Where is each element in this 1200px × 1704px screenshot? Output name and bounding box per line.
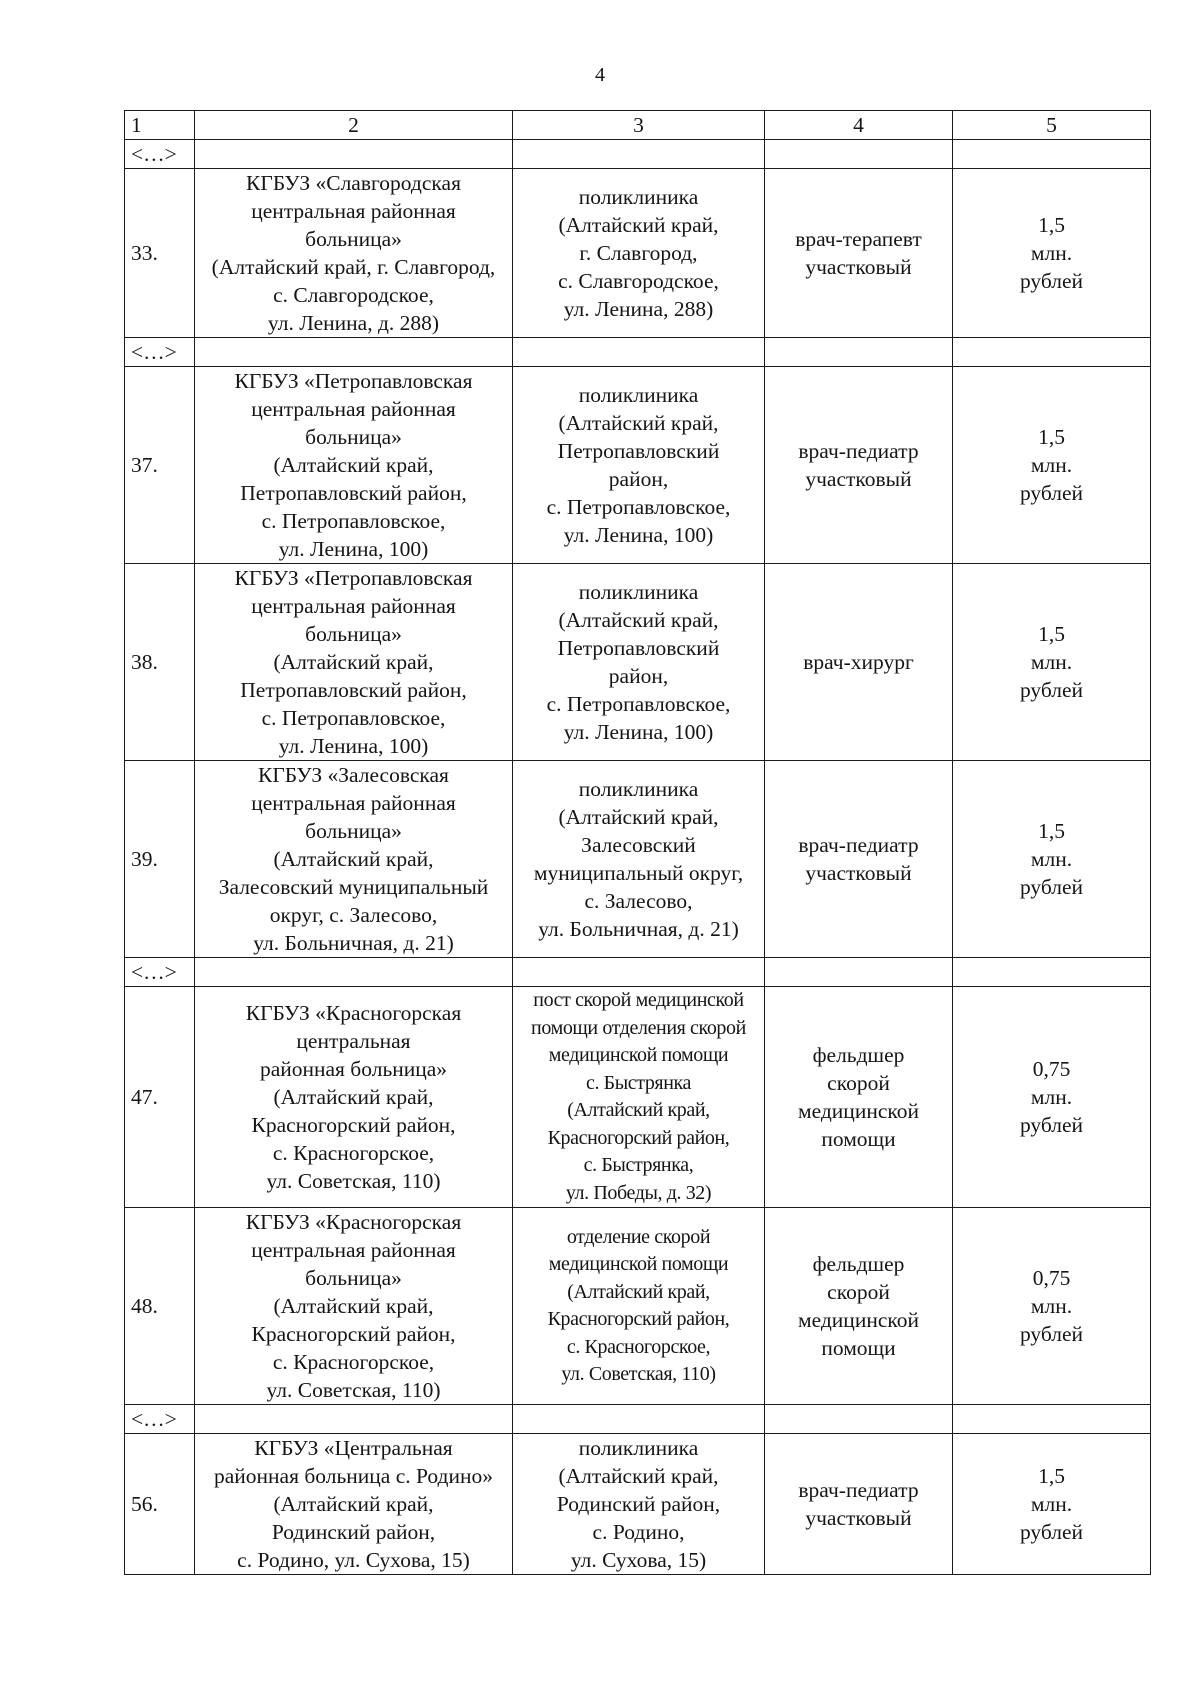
cell-line: пост скорой медицинской <box>533 989 744 1011</box>
header-col-2: 2 <box>195 111 513 140</box>
facility-cell <box>513 1208 765 1405</box>
cell-line: врач-педиатр <box>798 833 919 857</box>
institution-cell <box>195 761 513 958</box>
empty-cell <box>953 338 1151 367</box>
table-row <box>125 564 1151 761</box>
cell-line: 0,75 <box>1032 1266 1071 1290</box>
cell-line: 1,5 <box>1038 213 1065 237</box>
facility-cell <box>513 169 765 338</box>
cell-line: (Алтайский край, <box>558 1464 719 1488</box>
cell-line: (Алтайский край, <box>273 1085 434 1109</box>
cell-line: КГБУЗ «Центральная <box>254 1436 453 1460</box>
cell-line: участковый <box>805 861 912 885</box>
table-header-row <box>125 111 1151 140</box>
cell-line: больница» <box>305 819 402 843</box>
cell-line: районная больница с. Родино» <box>213 1464 494 1488</box>
row-number: 33. <box>125 169 195 338</box>
page-number: 4 <box>595 64 605 86</box>
cell-line: с. Красногорское, <box>272 1141 435 1165</box>
cell-line: с. Залесово, <box>584 889 693 913</box>
cell-line: КГБУЗ «Петропавловская <box>234 566 473 590</box>
table-row <box>125 1208 1151 1405</box>
position-cell <box>765 367 953 564</box>
cell-line: 1,5 <box>1038 1464 1065 1488</box>
cell-line: с. Славгородское, <box>273 283 434 307</box>
cell-line: (Алтайский край, <box>273 1294 434 1318</box>
cell-line: рублей <box>1019 1520 1084 1544</box>
empty-cell <box>195 1405 513 1434</box>
institution-cell <box>195 367 513 564</box>
cell-line: участковый <box>805 1506 912 1530</box>
cell-line: КГБУЗ «Славгородская <box>246 171 461 195</box>
amount-cell <box>953 761 1151 958</box>
row-number: 37. <box>125 367 195 564</box>
cell-line: рублей <box>1019 678 1084 702</box>
cell-line: ул. Ленина, 100) <box>563 720 714 744</box>
cell-line: помощи отделения скорой <box>531 1016 746 1039</box>
cell-line: (Алтайский край, <box>558 608 719 632</box>
cell-line: (Алтайский край, г. Славгород, <box>211 255 496 279</box>
cell-line: (Алтайский край, <box>558 213 719 237</box>
cell-line: Залесовский муниципальный <box>218 875 489 899</box>
cell-line: с. Родино, ул. Сухова, 15) <box>237 1548 470 1572</box>
empty-cell <box>953 140 1151 169</box>
omission-marker: <…> <box>125 338 195 367</box>
cell-line: центральная районная <box>251 1238 456 1262</box>
empty-cell <box>195 338 513 367</box>
facility-cell <box>513 564 765 761</box>
row-number: 47. <box>125 987 195 1208</box>
cell-line: помощи <box>821 1127 896 1151</box>
cell-line: рублей <box>1019 481 1084 505</box>
cell-line: центральная районная <box>251 199 456 223</box>
table-row <box>125 987 1151 1208</box>
cell-line: с. Петропавловское, <box>261 509 446 533</box>
omission-marker: <…> <box>125 958 195 987</box>
cell-line: поликлиника <box>578 777 699 801</box>
cell-line: медицинской <box>798 1308 919 1332</box>
cell-line: (Алтайский край, <box>567 1099 710 1121</box>
cell-line: участковый <box>805 255 912 279</box>
cell-line: участковый <box>805 467 912 491</box>
cell-line: (Алтайский край, <box>273 453 434 477</box>
cell-line: скорой <box>827 1071 890 1095</box>
cell-line: ул. Больничная, д. 21) <box>538 917 739 941</box>
empty-cell <box>513 958 765 987</box>
cell-line: ул. Больничная, д. 21) <box>253 931 454 955</box>
cell-line: с. Красногорское, <box>566 1335 711 1358</box>
cell-line: Красногорский район, <box>547 1308 730 1330</box>
cell-line: с. Красногорское, <box>272 1350 435 1374</box>
cell-line: ул. Ленина, 100) <box>278 734 429 758</box>
cell-line: Петропавловский <box>557 636 720 660</box>
cell-line: Петропавловский район, <box>240 481 467 505</box>
omitted-rows-marker <box>125 1405 1151 1434</box>
cell-line: Родинский район, <box>271 1520 436 1544</box>
cell-line: ул. Советская, 110) <box>266 1378 441 1402</box>
institution-cell <box>195 987 513 1208</box>
cell-line: медицинской помощи <box>548 1253 729 1275</box>
cell-line: Петропавловский район, <box>240 678 467 702</box>
cell-line: с. Петропавловское, <box>546 495 731 519</box>
cell-line: 1,5 <box>1038 425 1065 449</box>
facility-cell <box>513 987 765 1208</box>
cell-line: район, <box>608 467 669 491</box>
position-cell <box>765 761 953 958</box>
row-number: 39. <box>125 761 195 958</box>
cell-line: ул. Советская, 110) <box>561 1363 716 1385</box>
row-number: 48. <box>125 1208 195 1405</box>
amount-cell <box>953 1208 1151 1405</box>
table-row <box>125 1434 1151 1575</box>
empty-cell <box>195 140 513 169</box>
cell-line: ул. Победы, д. 32) <box>565 1181 712 1204</box>
cell-line: центральная районная <box>251 594 456 618</box>
cell-line: фельдшер <box>812 1252 905 1276</box>
cell-line: врач-терапевт <box>795 227 922 251</box>
cell-line: округ, с. Залесово, <box>269 903 438 927</box>
cell-line: Красногорский район, <box>251 1322 456 1346</box>
institution-cell <box>195 564 513 761</box>
cell-line: рублей <box>1019 1113 1084 1137</box>
omitted-rows-marker <box>125 338 1151 367</box>
omission-marker: <…> <box>125 140 195 169</box>
empty-cell <box>953 958 1151 987</box>
cell-line: медицинской <box>798 1099 919 1123</box>
cell-line: КГБУЗ «Петропавловская <box>234 369 473 393</box>
cell-line: ул. Ленина, д. 288) <box>267 311 440 335</box>
facility-cell <box>513 1434 765 1575</box>
cell-line: г. Славгород, <box>579 241 698 265</box>
empty-cell <box>513 140 765 169</box>
cell-line: поликлиника <box>578 580 699 604</box>
header-col-4: 4 <box>765 111 953 140</box>
cell-line: врач-хирург <box>803 650 914 674</box>
cell-line: поликлиника <box>578 383 699 407</box>
cell-line: больница» <box>305 1266 402 1290</box>
empty-cell <box>513 1405 765 1434</box>
cell-line: КГБУЗ «Залесовская <box>258 763 449 787</box>
amount-cell <box>953 1434 1151 1575</box>
cell-line: скорой <box>827 1280 890 1304</box>
cell-line: центральная <box>296 1029 411 1053</box>
position-cell <box>765 987 953 1208</box>
cell-line: больница» <box>305 425 402 449</box>
cell-line: млн. <box>1030 241 1073 265</box>
position-cell <box>765 1208 953 1405</box>
cell-line: районная больница» <box>259 1057 448 1081</box>
table-row <box>125 761 1151 958</box>
position-cell <box>765 169 953 338</box>
cell-line: млн. <box>1030 650 1073 674</box>
cell-line: млн. <box>1030 847 1073 871</box>
institution-cell <box>195 1208 513 1405</box>
positions-table <box>124 110 1151 1575</box>
position-cell <box>765 1434 953 1575</box>
cell-line: с. Славгородское, <box>558 269 719 293</box>
cell-line: (Алтайский край, <box>273 650 434 674</box>
header-col-3: 3 <box>513 111 765 140</box>
facility-cell <box>513 367 765 564</box>
cell-line: Петропавловский <box>557 439 720 463</box>
empty-cell <box>765 338 953 367</box>
cell-line: ул. Ленина, 288) <box>563 297 714 321</box>
amount-cell <box>953 564 1151 761</box>
table-row <box>125 169 1151 338</box>
amount-cell <box>953 367 1151 564</box>
cell-line: отделение скорой <box>566 1225 711 1248</box>
cell-line: рублей <box>1019 269 1084 293</box>
header-col-5: 5 <box>953 111 1151 140</box>
cell-line: рублей <box>1019 875 1084 899</box>
amount-cell <box>953 987 1151 1208</box>
cell-line: фельдшер <box>812 1043 905 1067</box>
position-cell <box>765 564 953 761</box>
cell-line: с. Петропавловское, <box>261 706 446 730</box>
empty-cell <box>765 140 953 169</box>
institution-cell <box>195 169 513 338</box>
cell-line: (Алтайский край, <box>558 805 719 829</box>
cell-line: Красногорский район, <box>547 1126 730 1149</box>
row-number: 38. <box>125 564 195 761</box>
cell-line: врач-педиатр <box>798 1478 919 1502</box>
cell-line: ул. Ленина, 100) <box>278 537 429 561</box>
cell-line: Красногорский район, <box>251 1113 456 1137</box>
cell-line: больница» <box>305 227 402 251</box>
cell-line: КГБУЗ «Красногорская <box>245 1210 462 1234</box>
cell-line: медицинской помощи <box>548 1044 729 1066</box>
cell-line: млн. <box>1030 1492 1073 1516</box>
cell-line: поликлиника <box>578 1436 699 1460</box>
empty-cell <box>513 338 765 367</box>
empty-cell <box>195 958 513 987</box>
cell-line: млн. <box>1030 1294 1073 1318</box>
cell-line: помощи <box>821 1336 896 1360</box>
cell-line: 1,5 <box>1038 819 1065 843</box>
cell-line: район, <box>608 664 669 688</box>
amount-cell <box>953 169 1151 338</box>
cell-line: муниципальный округ, <box>533 861 744 885</box>
cell-line: (Алтайский край, <box>558 411 719 435</box>
empty-cell <box>765 1405 953 1434</box>
empty-cell <box>953 1405 1151 1434</box>
cell-line: 1,5 <box>1038 622 1065 646</box>
table-row <box>125 367 1151 564</box>
cell-line: с. Быстрянка, <box>583 1154 694 1176</box>
cell-line: центральная районная <box>251 397 456 421</box>
omission-marker: <…> <box>125 1405 195 1434</box>
cell-line: рублей <box>1019 1322 1084 1346</box>
cell-line: ул. Ленина, 100) <box>563 523 714 547</box>
cell-line: (Алтайский край, <box>273 847 434 871</box>
omitted-rows-marker <box>125 958 1151 987</box>
facility-cell <box>513 761 765 958</box>
cell-line: центральная районная <box>251 791 456 815</box>
cell-line: с. Петропавловское, <box>546 692 731 716</box>
cell-line: Родинский район, <box>556 1492 721 1516</box>
cell-line: поликлиника <box>578 185 699 209</box>
cell-line: Залесовский <box>581 833 696 857</box>
cell-line: 0,75 <box>1032 1057 1071 1081</box>
institution-cell <box>195 1434 513 1575</box>
cell-line: врач-педиатр <box>798 439 919 463</box>
cell-line: млн. <box>1030 1085 1073 1109</box>
header-col-1: 1 <box>125 111 195 140</box>
omitted-rows-marker <box>125 140 1151 169</box>
cell-line: КГБУЗ «Красногорская <box>245 1001 462 1025</box>
cell-line: млн. <box>1030 453 1073 477</box>
cell-line: больница» <box>305 622 402 646</box>
row-number: 56. <box>125 1434 195 1575</box>
cell-line: ул. Советская, 110) <box>266 1169 441 1193</box>
cell-line: с. Родино, <box>592 1520 685 1544</box>
cell-line: (Алтайский край, <box>567 1280 710 1303</box>
empty-cell <box>765 958 953 987</box>
cell-line: с. Быстрянка <box>585 1071 692 1094</box>
cell-line: ул. Сухова, 15) <box>570 1548 707 1572</box>
cell-line: (Алтайский край, <box>273 1492 434 1516</box>
